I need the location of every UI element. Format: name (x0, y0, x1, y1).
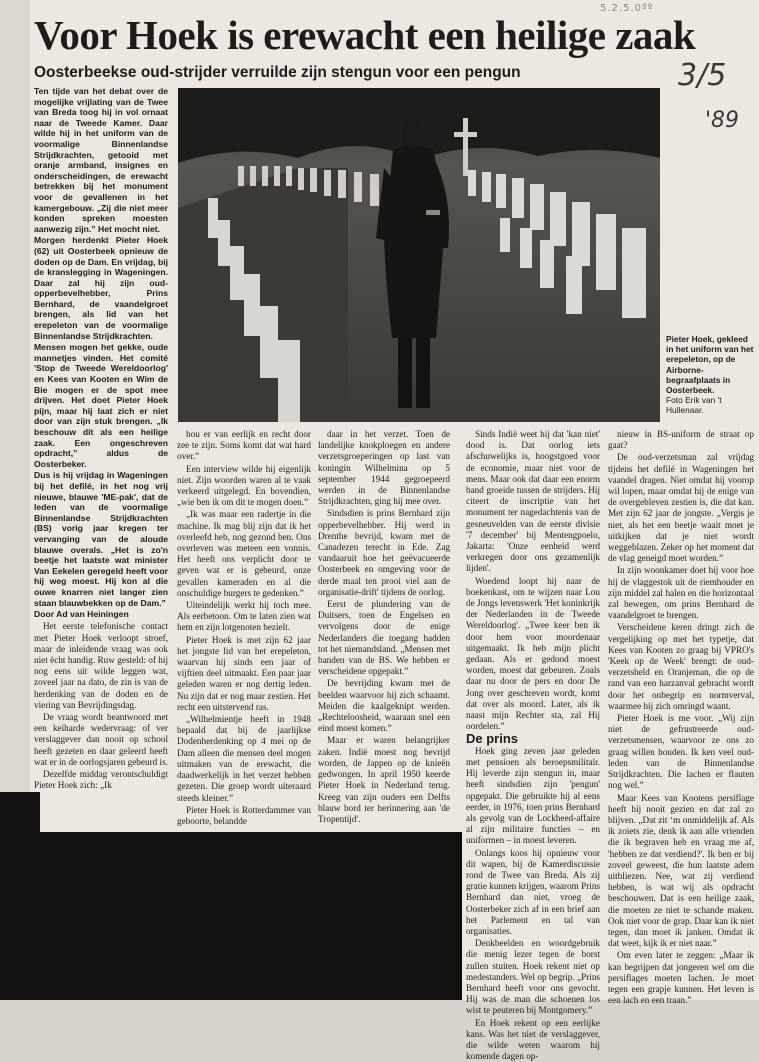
body-paragraph: En Hoek rekent op een eerlijke kans. Was het niet de verslaggever, die wilde weten waarom hij komende dagen op- (466, 1017, 600, 1062)
body-paragraph: Eerst de plundering van de Duitsers, toen de Engelsen en vervolgens door de enige Nederlanders die toegang hadden tot het niemandsland. „Mensen met banden van de BS. We hebben er verscheidene opgepakt.” (318, 599, 450, 677)
body-paragraph: daar in het verzet. Toen de landelijke knokploegen en andere verzetsgroeperingen op last van koningin Wilhelmina op 5 september 1944 gegroepeerd werden in de Binnenlandse Strijdkrachten, ging hij mee over. (318, 429, 450, 507)
body-paragraph: Denkbeelden en woordgebruik die menig lezer tegen de borst zullen stuiten. Hoek rekent niet op medestanders. Wel op begrip. „Prins Bernhard heeft voor ons gevocht. Hij was de man die schoenen los wist te peuteren bij Montgomery.” (466, 938, 600, 1016)
archive-stamp: 5.2.5.0ºº (600, 3, 654, 14)
body-paragraph: „Wilhelmientje heeft in 1948 bepaald dat bij de jaarlijkse Dodenherdenking op 4 mei op de Dam alleen die mensen deel mogen uitmaken van de erewacht, die daadwerkelijk in het verzet hebben gezeten. Die groep wordt uiteraard steeds kleiner.” (177, 714, 311, 803)
scan-background (0, 832, 462, 1000)
handwritten-date-year: '89 (705, 108, 740, 133)
cemetery-photo (178, 88, 660, 422)
photo-credit: Foto Erik van 't Hullenaar. (666, 395, 722, 416)
intro-paragraph: Mensen mogen het gekke, oude mannetjes vinden. Het comité 'Stop de Tweede Wereldoorlog' en Kees van Kooten en Wim de Bie mogen er de spot mee drijven. Het doet Pieter Hoek pijn, maar hij laat zich er niet door van zijn stuk brengen. „Ik beschouw dit als een heilige zaak. Een ongeschreven opdracht,” aldus de Oosterbeker. (34, 342, 168, 469)
body-paragraph: Het eerste telefonische contact met Pieter Hoek verloopt stroef, maar de inleidende vraag was ook niet ècht handig. Ruw gesteld: of hij nog eens uit wilde leggen wat, zoveel jaar na dato, de zin is van de herdenking van de doden en de viering van Bevrijdingsdag. (34, 621, 168, 710)
body-paragraph: hou er van eerlijk en recht door zee te zijn. Soms komt dat wat hard over.” (177, 429, 311, 462)
body-paragraph: De vraag wordt beantwoord met een keiharde wedervraag: of ver verslaggever dan nooit op school heeft gezeten en daar geleerd heeft wat er in de oorlogsjaren gebeurd is. (34, 711, 168, 767)
body-paragraph: Hoek ging zeven jaar geleden met pensioen als beroepsmilitair. Hij leverde zijn stengun in, maar heeft sindsdien zijn 'pengun' opgepakt. Die gebruikte hij al eens eerder, in 1976, toen prins Bernhard als gevolg van de Lockheed-affaire al zijn militaire functies – en uniformen – in moest leveren. (466, 745, 600, 846)
body-paragraph: Een interview wilde hij eigenlijk niet. Zijn woorden waren al te vaak verkeerd uitgelegd. En bovendien, „wie ben ik om dit te mogen doen.” (177, 463, 311, 508)
body-paragraph: „Ik was maar een radertje in die machine. Ik mag blij zijn dat ik het overleefd heb, nog gezond ben. Ons overleven was meteen een vonnis. Het heeft ons verplicht door te geven wat er is gebeurd, onze gevallen kameraden en al die onschuldige burgers te gedenken.” (177, 509, 311, 598)
body-paragraph: Verscheidene keren dringt zich de vergelijking op met het typetje, dat Kees van Kooten zo graag bij VPRO's 'Keek op de Week' brengt: de oud-verzetsheld en Oranjeman, die op de rand van een harzanval gebracht wordt door het onbegrip en normverval, waarmee hij zich omringd waant. (608, 622, 754, 711)
article-column-3 (318, 429, 450, 831)
cemetery-photo-graphic (178, 88, 660, 422)
body-paragraph: Sinds Indië weet hij dat 'kan niet' dood is. Dat oorlog iets afschuwelijks is, hoogstgoed voor de economie, maar niet voor de mens. Maar ook dat daar een enorm band groeide tussen de strijders. Hij citeert de inscriptie van het monument ter nagedachtenis van de gesneuvelden van de eerste divisie '7 december' bij Mentengpoelo, Jakarta: 'Onze eenheid werd verkregen door ons gezamenlijk lijden'. (466, 429, 600, 574)
article-column-2 (177, 429, 311, 831)
body-paragraph: De bevrijding kwam met de beelden waarvoor hij zich schaamt. Meiden die kaalgeknipt werden. „Rechteloosheid, waaraan snel een eind moest komen.” (318, 678, 450, 734)
article-column-4 (466, 429, 600, 1062)
body-paragraph: Maar er waren belangrijker zaken. Indië moest nog bevrijd worden, de Jappen op de knieën gedwongen. In april 1950 keerde Pieter Hoek in Nederland terug. Kreeg van zijn ouders een Delfts blauw bord ter herinnering aan 'de Tropentijd'. (318, 735, 450, 824)
body-paragraph: Pieter Hoek is me voor. „Wij zijn niet de gefrustreerde oud-verzetsmensen, waarvoor ze ons zo graag willen houden. Ik ken veel oud-leden van de Binnenlandse Strijdkrachten. Die lachen er flauten nog wel.” (608, 713, 754, 791)
byline: Door Ad van Heiningen (34, 609, 129, 620)
body-paragraph: In zijn woonkamer doet hij voor hoe hij de vlaggestok uit de riemhouder en zijn middel zal halen en die horizontaal zal bewegen, om prins Bernhard de vaandelgroet te brengen. (608, 565, 754, 621)
body-paragraph: Woedend loopt hij naar de boekenkast, om te wijzen naar Lou de Jongs levenswerk 'Het koninkrijk der Nederlanden in de Tweede Wereldoorlog'. „Twee keer ben ik door hem voor moordenaar uitgemaakt. Ik heb mijn plicht gedaan. Als er gedood moest worden, moest dat gebeuren. Zoals daar nu door de pers en door De Jong over geschreven wordt, komt dat over als moord. Later, als ik naast mijn Rechter sta, zal Hij oordelen.” (466, 575, 600, 732)
body-paragraph: De oud-verzetsman zal vrijdag tijdens het defilé in Wageningen het vaandel dragen. Niet omdat hij voorop wil lopen, maar omdat hij de enige van de overgebleven zestien is, die dat kan. Met zijn 62 jaar de jongste. „Vergis je niet, als het een beetje waait moet je uitkijken dat je niet wordt weggeblazen. Zeker op het moment dat de vlag geneigd moet worden.” (608, 452, 754, 564)
intro-block (34, 86, 168, 608)
body-paragraph: Maar Kees van Kootens persiflage heeft hij nooit gezien en dat zal zo blijven. „Dat zit ‘m onmiddelijk af. Als ik zoiets zie, denk ik aan alle vrienden die ik begraven heb en vraag me af, 'hebben ze dat verdiend?'. Ik ben er bij zoveel geweest, die hun laatste adem uitbliezen. Nee, wat zij verdiend hebben, is wat wij als opdracht beschouwen. Dat is een heilige zaak, die moeten ze niet te schande maken. Ook niet voor de grap. Daar kan ik niet tegen, dan moet ik janken. Omdat ik dat weet, kijk ik er niet naar.” (608, 792, 754, 949)
headline: Voor Hoek is erewacht een heilige zaak (34, 12, 696, 58)
body-paragraph: Uiteindelijk werkt hij toch mee. Als eerbetoon. Om te laten zien wat hem en zijn lotgenoten bezielt. (177, 600, 311, 633)
intro-paragraph: Dus is hij vrijdag in Wageningen bij het defilé, in het nog vrij nieuwe, blauwe 'ME-pak', dat de leden van de voormalige Binnenlandse Strijdkrachten (BS) vorig jaar kregen ter vervanging van de aloude blauwe overals. „Het is zo'n beetje het laatste wat minister Van Eekelen geregeld heeft voor hij weg moest. Hij kon al die ouwe knarren niet langer zien staan blauwbekken op de Dam.” (34, 470, 168, 608)
subheadline: Oosterbeekse oud-strijder verruilde zijn stengun voor een pengun (34, 64, 521, 81)
section-heading: De prins (466, 731, 519, 747)
body-paragraph: nieuw in BS-uniform de straat op gaat? (608, 429, 754, 451)
article-column-1 (34, 86, 168, 791)
body-paragraph: Pieter Hoek is Rotterdammer van geboorte, belandde (177, 804, 311, 826)
article-column-5 (608, 429, 754, 1006)
intro-paragraph: Ten tijde van het debat over de mogelijke vrijlating van de Twee van Breda toog hij in vol ornaat naar de Tweede Kamer. Daar wilde hij in het uniform van de voormalige Binnenlandse Strijdkrachten, getooid met oranje armband, insignes en onderscheidingen, de erewacht betrekken bij het monument voor de gevallenen in het kamergebouw. „Zij die niet meer konden spreken moesten aanwezig zijn.” Het mocht niet. (34, 86, 168, 234)
body-paragraph: Sindsdien is prins Bernhard zijn opperbevelhebber. Hij werd in Drenthe bevrijd, kwam met de Canadezen terecht in Ede. Zag vandaaruit hoe het geëvacueerde Oosterbeek en omgeving voor de derde maal ten prooi viel aan de organisatie-drift' tijdens de oorlog. (318, 508, 450, 597)
body-paragraph: Onlangs koos hij opnieuw voor dit wapen, bij de Kamerdiscussie rond de Twee van Breda. Als zij gratie kunnen krijgen, waarom Prins Bernhard dan niet, vroeg de Oosterbeker zich af in een brief aan het Parlement en tal van organisaties. (466, 847, 600, 936)
photo-caption: Pieter Hoek, gekleed in het uniform van het erepeleton, op de Airborne-begraafplaats in Oosterbeek. (666, 334, 754, 396)
handwritten-date-day: 3/5 (678, 58, 727, 93)
intro-paragraph: Morgen herdenkt Pieter Hoek (62) uit Oosterbeek opnieuw de doden op de Dam. En vrijdag, bij de kranslegging in Wageningen. Daar zal hij zijn oud-opperbevelhebber, Prins Bernhard, de vaandelgroet brengen, als lid van het erepeleton van de voormalige Binnenlandse Strijdkrachten. (34, 235, 168, 341)
body-paragraph: Pieter Hoek is met zijn 62 jaar het jongste lid van het erepeleton, waarvan hij sinds een jaar of vijftien deel uitmaakt. Een paar jaar geleden waren er nog dertig leden. Nu zijn dat er nog maar zestien. Het recht een uitstervend ras. (177, 634, 311, 712)
body-paragraph: Om even later te zeggen: „Maar ik kan begrijpen dat jongeren wel om die persiflages moeten lachen. Je moet tegen een grapje kunnen. Het leven is een lach en een traan.” (608, 950, 754, 1006)
body-paragraph: Dezelfde middag verontschuldigt Pieter Hoek zich: „Ik (34, 768, 168, 791)
